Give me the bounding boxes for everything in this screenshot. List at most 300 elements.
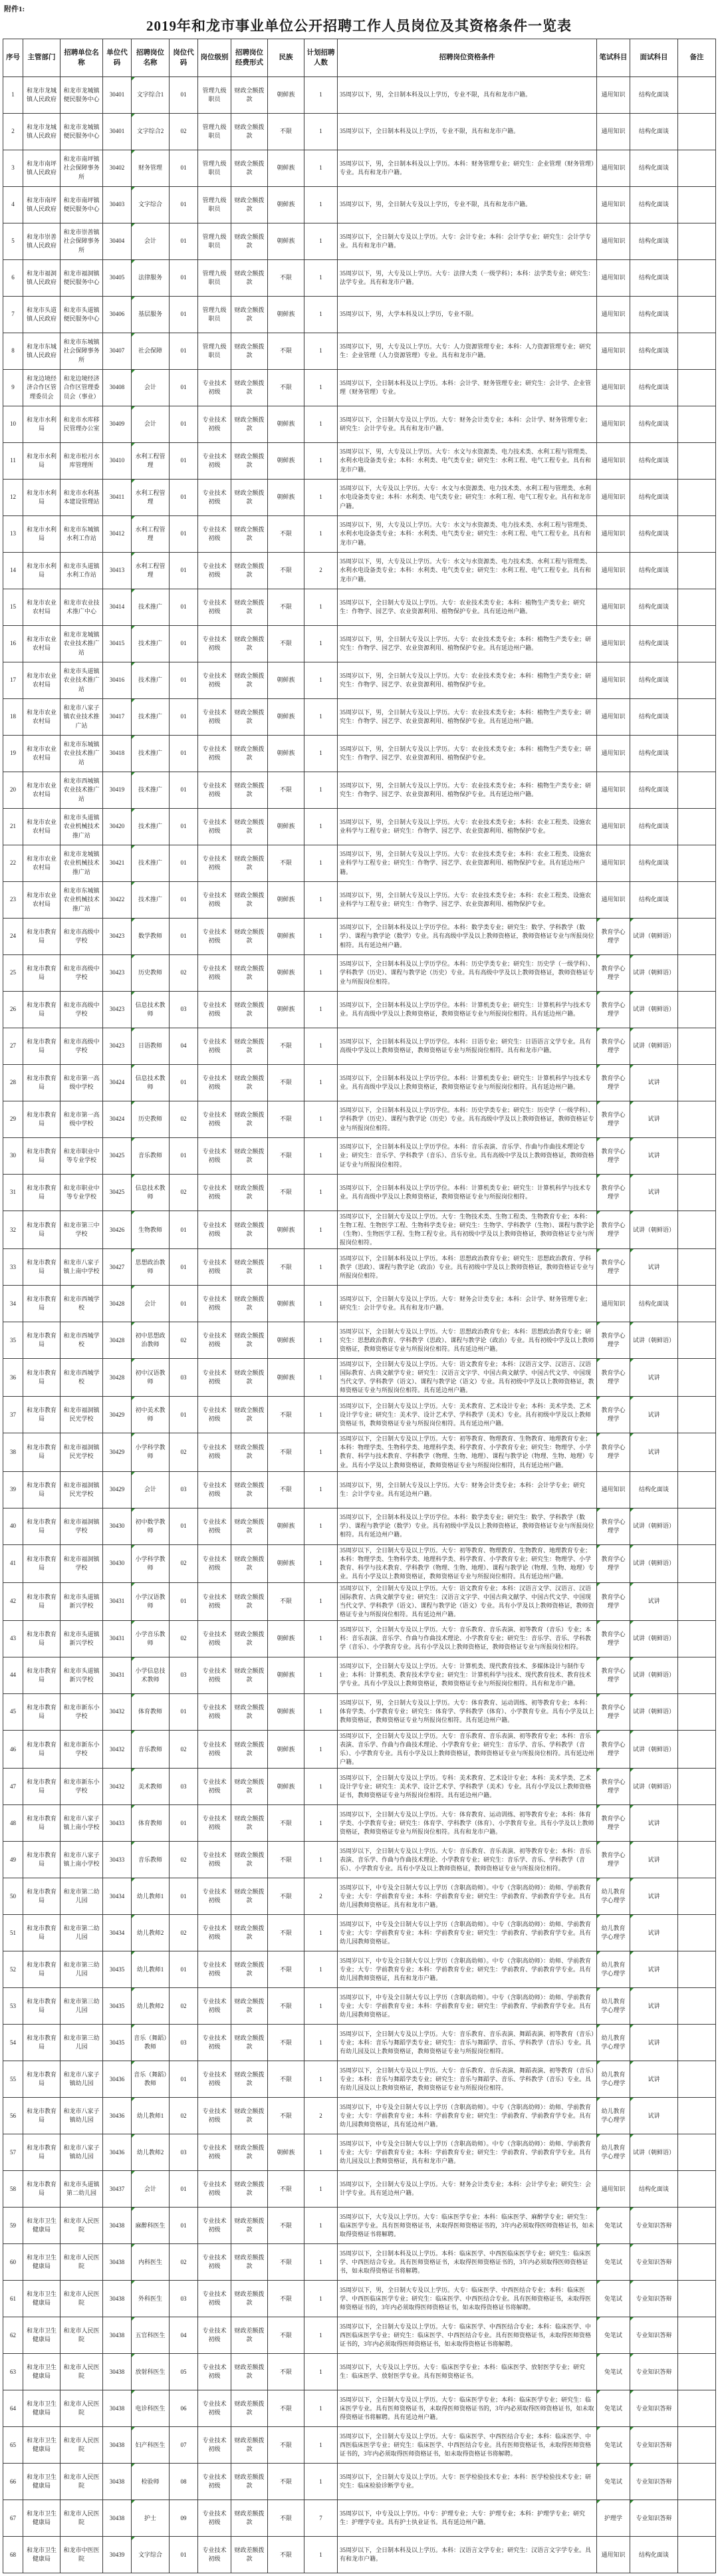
table-row xyxy=(3,2171,716,2208)
cell-unit: 和龙市东城镇社会保障事务所 xyxy=(60,333,103,370)
cell-no: 45 xyxy=(3,1693,23,1730)
cell-remark xyxy=(678,1508,716,1544)
cell-interview: 专业知识答辩 xyxy=(630,2390,678,2427)
cell-written: 教育学心理学 xyxy=(597,1769,630,1805)
column-header-no: 序号 xyxy=(3,39,23,77)
cell-level: 专业技术初级 xyxy=(198,2500,231,2537)
cell-count: 1 xyxy=(304,77,338,114)
cell-count: 1 xyxy=(304,699,338,736)
cell-ethnic: 不限 xyxy=(268,845,304,882)
cell-post: 会计 xyxy=(132,1471,170,1508)
cell-unit: 和龙市东城镇水利工作站 xyxy=(60,516,103,553)
cell-unit: 和龙市中医医院 xyxy=(60,2537,103,2573)
cell-level: 专业技术初级 xyxy=(198,1842,231,1878)
cell-written: 教育学心理学 xyxy=(597,1211,630,1249)
table-row xyxy=(3,2537,716,2573)
cell-interview: 结构化面谈 xyxy=(630,1471,678,1508)
cell-dept: 和龙市福洞镇人民政府 xyxy=(23,260,60,297)
cell-unit: 和龙市头道镇新兴学校 xyxy=(60,1582,103,1620)
cell-qualification: 35周岁以下，中专及全日制大专以上学历（含职高幼师）。中专（含职高幼师）：幼师、学前教育专业；大专：学前教育专业；本科：学前教育专业；研究生：学前教育、学前教育学专业。具有幼儿园及以上教师资格证，具有和龙市户籍。 xyxy=(338,2134,597,2171)
cell-unit_code: 30438 xyxy=(103,2244,132,2281)
cell-post: 会计 xyxy=(132,1286,170,1322)
cell-interview: 试讲 xyxy=(630,1878,678,1915)
cell-funding: 财政全额拨款 xyxy=(231,1211,268,1249)
cell-interview: 结构化面谈 xyxy=(630,2171,678,2208)
cell-funding: 财政全额拨款 xyxy=(231,1988,268,2025)
cell-qualification: 35周岁以下，男，全日制大专及以上学历。大专：农业技术类专业；本科：植物生产类专业；研究生：作物学、园艺学、农业资源利用、植物保护专业。具有延边州户籍。 xyxy=(338,699,597,736)
cell-count: 1 xyxy=(304,1322,338,1359)
cell-remark xyxy=(678,1138,716,1175)
cell-remark xyxy=(678,736,716,772)
cell-level: 专业技术初级 xyxy=(198,1101,231,1138)
cell-remark xyxy=(678,1544,716,1582)
cell-funding: 财政全额拨款 xyxy=(231,406,268,443)
cell-ethnic: 不限 xyxy=(268,626,304,662)
cell-funding: 财政全额拨款 xyxy=(231,370,268,406)
cell-qualification: 35周岁以下，男，大专及以上学历。大专：水文与水资源类、电力技术类、水利工程与管理类、水利水电设备类专业；本科：水利类、电气类专业；研究生：水利工程、电气工程专业。具有和龙市户籍。 xyxy=(338,443,597,480)
cell-qualification: 35周岁以下，全日制本科及以上学历学位。本科：计算机类专业；研究生：计算机科学与技术专业。具有高级中学及以上教师资格证，教师资格证专业与所报岗位相符。 xyxy=(338,1175,597,1211)
cell-post_code: 04 xyxy=(170,1028,198,1065)
column-header-interview: 面试科目 xyxy=(630,39,678,77)
cell-unit: 和龙市第三中学校 xyxy=(60,1211,103,1249)
cell-level: 专业技术初级 xyxy=(198,2317,231,2354)
cell-level: 专业技术初级 xyxy=(198,2025,231,2061)
cell-funding: 财政全额拨款 xyxy=(231,1286,268,1322)
cell-level: 专业技术初级 xyxy=(198,1138,231,1175)
cell-post_code: 07 xyxy=(170,2427,198,2464)
cell-unit_code: 30437 xyxy=(103,2171,132,2208)
table-row xyxy=(3,1211,716,1249)
cell-post_code: 01 xyxy=(170,260,198,297)
cell-dept: 和龙市教育局 xyxy=(23,1805,60,1842)
cell-interview: 试讲 xyxy=(630,2025,678,2061)
cell-unit_code: 30434 xyxy=(103,1878,132,1915)
cell-ethnic: 不限 xyxy=(268,2061,304,2098)
cell-remark xyxy=(678,1433,716,1471)
cell-written: 通用知识 xyxy=(597,77,630,114)
cell-ethnic: 不限 xyxy=(268,260,304,297)
cell-interview: 结构化面谈 xyxy=(630,845,678,882)
cell-unit: 和龙市新东小学校 xyxy=(60,1693,103,1730)
cell-ethnic: 不限 xyxy=(268,114,304,150)
cell-written: 通用知识 xyxy=(597,114,630,150)
cell-post_code: 01 xyxy=(170,2171,198,2208)
cell-unit_code: 30438 xyxy=(103,2208,132,2244)
cell-funding: 财政全额拨款 xyxy=(231,955,268,992)
cell-funding: 财政全额拨款 xyxy=(231,1138,268,1175)
cell-written: 教育学心理学 xyxy=(597,1138,630,1175)
cell-written: 通用知识 xyxy=(597,699,630,736)
cell-no: 28 xyxy=(3,1065,23,1101)
cell-post: 幼儿教师1 xyxy=(132,2098,170,2134)
cell-unit: 和龙市第三幼儿园 xyxy=(60,2025,103,2061)
cell-qualification: 35周岁以下，全日制大专及以上学历。大专：会计专业；本科：会计学专业；研究生：会计学专业。具有和龙市户籍。 xyxy=(338,223,597,260)
cell-remark xyxy=(678,2281,716,2317)
cell-level: 专业技术初级 xyxy=(198,2537,231,2573)
cell-unit_code: 30410 xyxy=(103,443,132,480)
cell-ethnic: 不限 xyxy=(268,772,304,809)
cell-written: 通用知识 xyxy=(597,297,630,333)
cell-written: 通用知识 xyxy=(597,882,630,919)
cell-written: 免笔试 xyxy=(597,2427,630,2464)
cell-post: 五官科医生 xyxy=(132,2317,170,2354)
cell-post: 电诊科医生 xyxy=(132,2390,170,2427)
cell-post_code: 03 xyxy=(170,992,198,1028)
cell-unit: 和龙市东城镇农业技术推广站 xyxy=(60,736,103,772)
cell-count: 1 xyxy=(304,2281,338,2317)
cell-count: 1 xyxy=(304,1359,338,1397)
cell-funding: 财政全额拨款 xyxy=(231,1657,268,1693)
cell-unit: 和龙市头道镇农业技术推广站 xyxy=(60,662,103,699)
cell-remark xyxy=(678,2500,716,2537)
table-row xyxy=(3,2500,716,2537)
cell-no: 16 xyxy=(3,626,23,662)
cell-post_code: 03 xyxy=(170,1471,198,1508)
cell-unit: 和龙市第三幼儿园 xyxy=(60,1988,103,2025)
cell-unit_code: 30433 xyxy=(103,1842,132,1878)
cell-remark xyxy=(678,992,716,1028)
cell-dept: 和龙市南坪镇人民政府 xyxy=(23,150,60,187)
cell-post_code: 03 xyxy=(170,1769,198,1805)
cell-dept: 和龙市教育局 xyxy=(23,2061,60,2098)
cell-count: 1 xyxy=(304,919,338,955)
table-row xyxy=(3,1878,716,1915)
cell-qualification: 35周岁以下，男，全日制大专及以上学历。大专：农业技术类专业；本科：农业工程类、设施农业科学与工程专业；研究生：作物学、园艺学、农业资源利用、植物保护专业。具有延边州户籍。 xyxy=(338,845,597,882)
cell-count: 1 xyxy=(304,1693,338,1730)
cell-written: 通用知识 xyxy=(597,516,630,553)
cell-funding: 财政全额拨款 xyxy=(231,1582,268,1620)
cell-written: 通用知识 xyxy=(597,589,630,626)
cell-post_code: 01 xyxy=(170,845,198,882)
cell-unit_code: 30401 xyxy=(103,77,132,114)
cell-post_code: 01 xyxy=(170,1138,198,1175)
cell-remark xyxy=(678,1730,716,1768)
table-row xyxy=(3,919,716,955)
cell-funding: 财政全额拨款 xyxy=(231,882,268,919)
cell-dept: 和龙市教育局 xyxy=(23,1508,60,1544)
table-row xyxy=(3,955,716,992)
cell-interview: 专业知识答辩 xyxy=(630,2281,678,2317)
table-row xyxy=(3,1951,716,1988)
cell-unit_code: 30401 xyxy=(103,114,132,150)
cell-remark xyxy=(678,2098,716,2134)
column-header-funding: 招聘岗位经费形式 xyxy=(231,39,268,77)
cell-post_code: 01 xyxy=(170,187,198,223)
cell-no: 48 xyxy=(3,1805,23,1842)
cell-post: 幼儿教师2 xyxy=(132,2134,170,2171)
cell-qualification: 35周岁以下，全日制本科及以上学历，专业不限，具有和龙市户籍。 xyxy=(338,114,597,150)
cell-funding: 财政全额拨款 xyxy=(231,1471,268,1508)
cell-post_code: 01 xyxy=(170,333,198,370)
cell-count: 1 xyxy=(304,297,338,333)
cell-interview: 结构化面谈 xyxy=(630,736,678,772)
cell-written: 幼儿教育学心理学 xyxy=(597,2134,630,2171)
cell-remark xyxy=(678,882,716,919)
cell-no: 52 xyxy=(3,1951,23,1988)
cell-qualification: 35周岁以下，全日制本科及以上学历学位。本科：音乐表演、音乐学、作曲与作曲技术理论专业；研究生：音乐学、学科教学（音乐）、音乐专业。具有高级中学及以上教师资格证，教师资格证专业与所报岗位相符。 xyxy=(338,1138,597,1175)
cell-funding: 财政全额拨款 xyxy=(231,553,268,589)
cell-unit: 和龙市头道镇第二幼儿园 xyxy=(60,2171,103,2208)
cell-level: 专业技术初级 xyxy=(198,662,231,699)
cell-ethnic: 朝鲜族 xyxy=(268,1544,304,1582)
cell-level: 专业技术初级 xyxy=(198,1620,231,1657)
cell-interview: 试讲 xyxy=(630,1359,678,1397)
cell-count: 1 xyxy=(304,1065,338,1101)
cell-qualification: 35周岁以下，全日制本科及以上学历学位。本科：数学类专业；研究生：数学、学科教学（数学）、课程与教学论（数学）专业。具有初级中学及以上教师资格证，教师资格证专业与所报岗位相符。具有延边州户籍。 xyxy=(338,1508,597,1544)
cell-funding: 财政全额拨款 xyxy=(231,992,268,1028)
cell-qualification: 35周岁以下，男，大专及以上学历。大专：人力资源管理专业；本科：人力资源管理专业；研究生：企业管理（人力资源管理）专业。具有和龙市户籍。 xyxy=(338,333,597,370)
cell-dept: 和龙市水利局 xyxy=(23,443,60,480)
cell-ethnic: 不限 xyxy=(268,2025,304,2061)
cell-post: 水利工程管理 xyxy=(132,553,170,589)
cell-post: 放射科医生 xyxy=(132,2354,170,2390)
cell-ethnic: 不限 xyxy=(268,1433,304,1471)
cell-unit: 和龙市八家子镇上南小学校 xyxy=(60,1842,103,1878)
cell-dept: 和龙市水利局 xyxy=(23,516,60,553)
cell-level: 专业技术初级 xyxy=(198,1544,231,1582)
cell-count: 1 xyxy=(304,150,338,187)
cell-post: 信息技术教师 xyxy=(132,1175,170,1211)
table-row xyxy=(3,1508,716,1544)
table-row xyxy=(3,443,716,480)
cell-post: 小学科学教师 xyxy=(132,1544,170,1582)
cell-interview: 结构化面谈 xyxy=(630,2537,678,2573)
cell-level: 专业技术初级 xyxy=(198,589,231,626)
cell-ethnic: 不限 xyxy=(268,1249,304,1286)
cell-unit: 和龙市人民医院 xyxy=(60,2244,103,2281)
table-row xyxy=(3,2317,716,2354)
cell-remark xyxy=(678,1769,716,1805)
cell-remark xyxy=(678,2171,716,2208)
cell-no: 42 xyxy=(3,1582,23,1620)
cell-funding: 财政全额拨款 xyxy=(231,1249,268,1286)
cell-unit_code: 30417 xyxy=(103,699,132,736)
cell-unit: 和龙市第三幼儿园 xyxy=(60,1951,103,1988)
table-row xyxy=(3,1065,716,1101)
cell-interview: 试讲 xyxy=(630,1805,678,1842)
cell-ethnic: 不限 xyxy=(268,2537,304,2573)
cell-interview: 结构化面谈 xyxy=(630,480,678,516)
cell-funding: 财政全额拨款 xyxy=(231,1693,268,1730)
cell-written: 教育学心理学 xyxy=(597,1582,630,1620)
cell-funding: 财政全额拨款 xyxy=(231,1508,268,1544)
cell-post_code: 02 xyxy=(170,114,198,150)
table-row xyxy=(3,736,716,772)
table-row xyxy=(3,260,716,297)
cell-count: 1 xyxy=(304,2354,338,2390)
cell-unit_code: 30435 xyxy=(103,1988,132,2025)
cell-no: 32 xyxy=(3,1211,23,1249)
cell-unit: 和龙市高级中学校 xyxy=(60,1028,103,1065)
cell-post_code: 01 xyxy=(170,1693,198,1730)
cell-no: 46 xyxy=(3,1730,23,1768)
attachment-label: 附件1: xyxy=(4,5,25,13)
cell-remark xyxy=(678,845,716,882)
cell-unit: 和龙市西城学校 xyxy=(60,1286,103,1322)
cell-count: 1 xyxy=(304,626,338,662)
cell-post: 体育教师 xyxy=(132,1693,170,1730)
column-header-remark: 备注 xyxy=(678,39,716,77)
cell-ethnic: 朝鲜族 xyxy=(268,882,304,919)
cell-unit_code: 30402 xyxy=(103,150,132,187)
cell-interview: 专业知识答辩 xyxy=(630,2354,678,2390)
cell-ethnic: 朝鲜族 xyxy=(268,2134,304,2171)
cell-level: 专业技术初级 xyxy=(198,2098,231,2134)
cell-dept: 和龙市教育局 xyxy=(23,1211,60,1249)
cell-remark xyxy=(678,1693,716,1730)
cell-funding: 财政全额拨款 xyxy=(231,443,268,480)
cell-ethnic: 朝鲜族 xyxy=(268,150,304,187)
cell-remark xyxy=(678,1582,716,1620)
cell-post: 数学教师 xyxy=(132,919,170,955)
cell-post_code: 04 xyxy=(170,2317,198,2354)
cell-post_code: 01 xyxy=(170,77,198,114)
cell-ethnic: 不限 xyxy=(268,2317,304,2354)
cell-post_code: 01 xyxy=(170,1065,198,1101)
cell-remark xyxy=(678,443,716,480)
cell-unit: 和龙市八家子镇幼儿园 xyxy=(60,2134,103,2171)
cell-no: 17 xyxy=(3,662,23,699)
cell-no: 64 xyxy=(3,2390,23,2427)
cell-no: 41 xyxy=(3,1544,23,1582)
cell-count: 1 xyxy=(304,2025,338,2061)
cell-remark xyxy=(678,333,716,370)
table-row xyxy=(3,2098,716,2134)
cell-unit: 和龙市职业中等专业学校 xyxy=(60,1138,103,1175)
cell-interview: 试讲 xyxy=(630,1988,678,2025)
cell-no: 65 xyxy=(3,2427,23,2464)
cell-dept: 和龙市教育局 xyxy=(23,1693,60,1730)
cell-ethnic: 朝鲜族 xyxy=(268,443,304,480)
table-row xyxy=(3,2354,716,2390)
cell-remark xyxy=(678,1286,716,1322)
cell-unit_code: 30425 xyxy=(103,1138,132,1175)
cell-qualification: 35周岁以下，全日制大专及以上学历。大专：初等教育、物理教育、生物教育、地理教育专业；本科：物理学类、生物科学类、地理科学类、科学教育、小学教育专业；研究生：物理学、小学教育、科学与技术教育、学科教学（物理、生物、地理）、课程与教学论（物理、生物、地理）专业。具有小学及以上教师资格证，教师资格证专业与所报岗位相符。具有延边州户籍。 xyxy=(338,1544,597,1582)
cell-unit: 和龙市八家子镇农业技术推广站 xyxy=(60,699,103,736)
cell-post: 文字综合1 xyxy=(132,77,170,114)
cell-written: 幼儿教育学心理学 xyxy=(597,1915,630,1951)
table-row xyxy=(3,2427,716,2464)
cell-no: 44 xyxy=(3,1657,23,1693)
cell-level: 管理九级职员 xyxy=(198,297,231,333)
cell-no: 51 xyxy=(3,1915,23,1951)
cell-post: 初中美术教师 xyxy=(132,1397,170,1433)
cell-post_code: 01 xyxy=(170,406,198,443)
table-row xyxy=(3,1582,716,1620)
cell-funding: 财政全额拨款 xyxy=(231,187,268,223)
cell-no: 20 xyxy=(3,772,23,809)
cell-interview: 试讲（朝鲜语） xyxy=(630,1322,678,1359)
cell-interview: 试讲（朝鲜语） xyxy=(630,1620,678,1657)
cell-post: 技术推广 xyxy=(132,699,170,736)
cell-count: 1 xyxy=(304,772,338,809)
cell-written: 教育学心理学 xyxy=(597,1101,630,1138)
column-header-count: 计划招聘人数 xyxy=(304,39,338,77)
cell-ethnic: 不限 xyxy=(268,1471,304,1508)
cell-post: 基层服务 xyxy=(132,297,170,333)
cell-unit_code: 30438 xyxy=(103,2317,132,2354)
cell-written: 通用知识 xyxy=(597,260,630,297)
cell-no: 9 xyxy=(3,370,23,406)
cell-remark xyxy=(678,1471,716,1508)
cell-remark xyxy=(678,77,716,114)
cell-funding: 财政差额拨款 xyxy=(231,2208,268,2244)
cell-count: 1 xyxy=(304,1211,338,1249)
cell-unit_code: 30407 xyxy=(103,333,132,370)
cell-count: 1 xyxy=(304,260,338,297)
cell-interview: 试讲 xyxy=(630,1101,678,1138)
cell-count: 1 xyxy=(304,1138,338,1175)
cell-unit_code: 30431 xyxy=(103,1657,132,1693)
cell-unit_code: 30433 xyxy=(103,1805,132,1842)
cell-post_code: 02 xyxy=(170,1433,198,1471)
cell-dept: 和龙市教育局 xyxy=(23,2134,60,2171)
cell-post: 生物教师 xyxy=(132,1211,170,1249)
cell-no: 61 xyxy=(3,2281,23,2317)
cell-level: 专业技术初级 xyxy=(198,2208,231,2244)
cell-written: 通用知识 xyxy=(597,2171,630,2208)
cell-no: 39 xyxy=(3,1471,23,1508)
cell-post_code: 02 xyxy=(170,1175,198,1211)
cell-count: 1 xyxy=(304,845,338,882)
cell-qualification: 35周岁以下，全日制本科及以上学历。本科：汉语言文学专业；研究生：汉语言文字学专业。具有和龙市户籍。 xyxy=(338,2537,597,2573)
cell-unit_code: 30418 xyxy=(103,736,132,772)
cell-post: 小学科学教师 xyxy=(132,1433,170,1471)
cell-unit: 和龙市西城学校 xyxy=(60,1322,103,1359)
cell-unit: 和龙市新东小学校 xyxy=(60,1769,103,1805)
cell-count: 1 xyxy=(304,1842,338,1878)
cell-interview: 试讲（朝鲜语） xyxy=(630,1544,678,1582)
cell-unit_code: 30438 xyxy=(103,2464,132,2500)
cell-unit_code: 30429 xyxy=(103,1433,132,1471)
cell-qualification: 35周岁以下，男，大专及以上学历。大专：水文与水资源类、电力技术类、水利工程与管理类、水利水电设备类专业；本科：水利类、电气类专业；研究生：水利工程、电气工程专业。具有和龙市户籍。 xyxy=(338,516,597,553)
cell-ethnic: 不限 xyxy=(268,1915,304,1951)
cell-unit: 和龙市头道镇新兴学校 xyxy=(60,1620,103,1657)
cell-qualification: 35周岁以下，中专及全日制大专以上学历（含职高幼师）。中专（含职高幼师）：幼师、学前教育专业；大专：学前教育专业；本科：学前教育专业；研究生：学前教育、学前教育学专业。具有幼儿园教师资格证，具有和龙市户籍。 xyxy=(338,1951,597,1988)
cell-dept: 和龙市教育局 xyxy=(23,1582,60,1620)
cell-dept: 和龙市农业农村局 xyxy=(23,845,60,882)
cell-interview: 试讲 xyxy=(630,1915,678,1951)
cell-funding: 财政全额拨款 xyxy=(231,223,268,260)
cell-count: 1 xyxy=(304,2537,338,2573)
cell-count: 1 xyxy=(304,1769,338,1805)
cell-level: 专业技术初级 xyxy=(198,2427,231,2464)
cell-remark xyxy=(678,1359,716,1397)
table-row xyxy=(3,1322,716,1359)
cell-dept: 和龙市教育局 xyxy=(23,2098,60,2134)
cell-funding: 财政差额拨款 xyxy=(231,2317,268,2354)
cell-unit: 和龙市八家子镇幼儿园 xyxy=(60,2061,103,2098)
cell-unit: 和龙市福洞镇便民服务中心 xyxy=(60,260,103,297)
cell-post_code: 01 xyxy=(170,150,198,187)
cell-count: 1 xyxy=(304,882,338,919)
cell-unit: 和龙市福洞镇民光学校 xyxy=(60,1433,103,1471)
cell-qualification: 35周岁以下，全日制大专及以上学历。大专：临床医学、中西医结合专业；本科：临床医学、中西医临床医学专业；研究生：临床医学、中西医结合专业。具有医师资格证书，未取得医师资格证书的，3年内必须取得医师资格证书，如未取得资格证书将解聘。 xyxy=(338,2427,597,2464)
cell-no: 34 xyxy=(3,1286,23,1322)
cell-dept: 和龙市卫生健康局 xyxy=(23,2427,60,2464)
cell-interview: 结构化面谈 xyxy=(630,882,678,919)
cell-post: 美术教师 xyxy=(132,1769,170,1805)
cell-unit_code: 30432 xyxy=(103,1693,132,1730)
cell-dept: 和龙市教育局 xyxy=(23,1620,60,1657)
cell-no: 22 xyxy=(3,845,23,882)
cell-post: 社会保障 xyxy=(132,333,170,370)
cell-post_code: 01 xyxy=(170,809,198,845)
cell-post_code: 09 xyxy=(170,2500,198,2537)
cell-post_code: 02 xyxy=(170,1730,198,1768)
cell-post_code: 02 xyxy=(170,1988,198,2025)
cell-ethnic: 不限 xyxy=(268,1988,304,2025)
